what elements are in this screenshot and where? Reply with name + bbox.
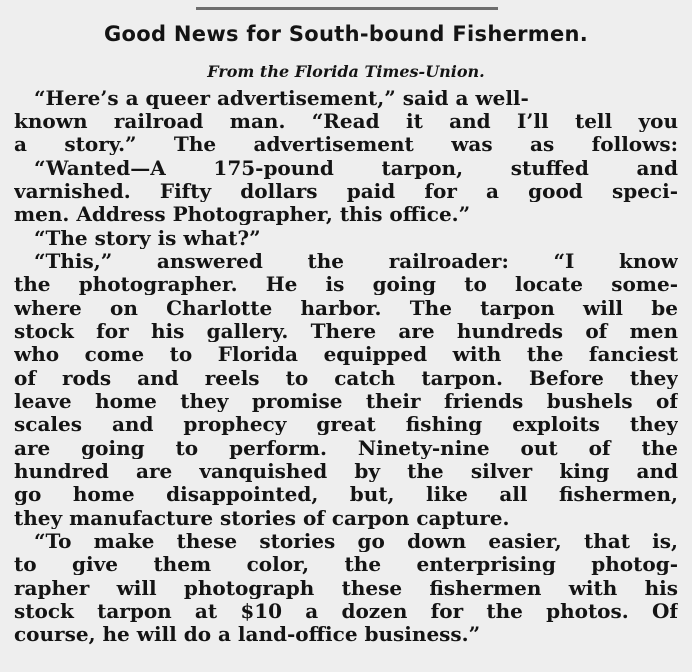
text-line-1: “Here’s a queer advertisement,” said a well-	[34, 87, 529, 109]
text-line-4: “Wanted—A 175-pound tarpon, stuffed and	[34, 157, 678, 179]
text-line-23: stock tarpon at $10 a dozen for the photos. Of	[14, 600, 678, 622]
text-line-3: a story.” The advertisement was as follows:	[14, 133, 678, 155]
text-line-20: “To make these stories go down easier, that is,	[34, 530, 678, 552]
text-line-24: course, he will do a land-office business.”	[14, 623, 481, 645]
text-line-10: where on Charlotte harbor. The tarpon will be	[14, 297, 678, 319]
text-line-15: scales and prophecy great fishing exploits they	[14, 413, 678, 435]
text-line-2: known railroad man. “Read it and I’ll tell you	[14, 110, 678, 132]
text-line-5: varnished. Fifty dollars paid for a good speci-	[14, 180, 678, 202]
text-line-21: to give them color, the enterprising photog-	[14, 553, 678, 575]
text-line-11: stock for his gallery. There are hundreds of men	[14, 320, 678, 342]
headline: Good News for South-bound Fishermen.	[103, 22, 589, 46]
text-line-13: of rods and reels to catch tarpon. Before they	[14, 367, 678, 389]
text-line-14: leave home they promise their friends bushels of	[14, 390, 678, 412]
source-credit: From the Florida Times-Union.	[207, 62, 485, 81]
text-line-6: men. Address Photographer, this office.”	[14, 203, 471, 225]
text-line-7: “The story is what?”	[34, 227, 261, 249]
text-line-8: “This,” answered the railroader: “I know	[34, 250, 678, 272]
text-line-9: the photographer. He is going to locate some-	[14, 273, 678, 295]
text-line-12: who come to Florida equipped with the fanciest	[14, 343, 678, 365]
text-line-18: go home disappointed, but, like all fishermen,	[14, 483, 678, 505]
top-rule	[196, 7, 498, 10]
text-line-22: rapher will photograph these fishermen with his	[14, 577, 678, 599]
text-line-19: they manufacture stories of carpon capture.	[14, 507, 510, 529]
text-line-17: hundred are vanquished by the silver king and	[14, 460, 678, 482]
text-line-16: are going to perform. Ninety-nine out of the	[14, 437, 678, 459]
